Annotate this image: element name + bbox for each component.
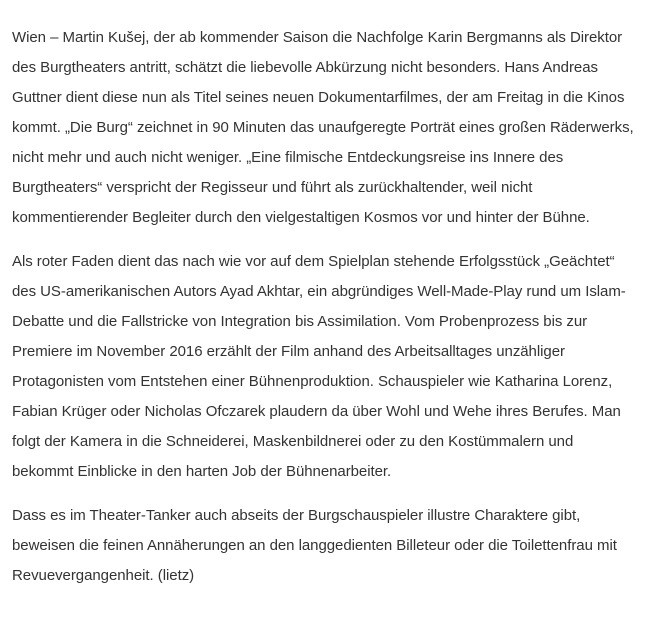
article-body bbox=[12, 23, 638, 605]
article-paragraph-2: Als roter Faden dient das nach wie vor auf dem Spielplan stehende Erfolgsstück „Geächtet“ des US-amerikanischen Autors Ayad Akhtar, ein abgründiges Well-Made-Play rund um Islam-Debatte und die Fallstricke von Integration bis Assimilation. Vom Probenprozess bis zur Premiere im November 2016 erzählt der Film anhand des Arbeitsalltages unzähliger Protagonisten vom Entstehen einer Bühnenproduktion. Schauspieler wie Katharina Lorenz, Fabian Krüger oder Nicholas Ofczarek plaudern da über Wohl und Wehe ihres Berufes. Man folgt der Kamera in die Schneiderei, Maskenbildnerei oder zu den Kostümmalern und bekommt Einblicke in den harten Job der Bühnenarbeiter. bbox=[12, 253, 626, 480]
article-paragraph-1: Wien – Martin Kušej, der ab kommender Saison die Nachfolge Karin Bergmanns als Direktor des Burgtheaters antritt, schätzt die liebevolle Abkürzung nicht besonders. Hans Andreas Guttner dient diese nun als Titel seines neuen Dokumentarfilmes, der am Freitag in die Kinos kommt. „Die Burg“ zeichnet in 90 Minuten das unaufgeregte Porträt eines großen Räderwerks, nicht mehr und auch nicht weniger. „Eine filmische Entdeckungsreise ins Innere des Burgtheaters“ verspricht der Regisseur und führt als zurückhaltender, weil nicht kommentierender Begleiter durch den vielgestaltigen Kosmos vor und hinter der Bühne. bbox=[12, 29, 634, 226]
article-paragraph-3: Dass es im Theater-Tanker auch abseits der Burgschauspieler illustre Charaktere gibt, beweisen die feinen Annäherungen an den langgedienten Billeteur oder die Toilettenfrau mit Revuevergangenheit. (lietz) bbox=[12, 507, 617, 584]
